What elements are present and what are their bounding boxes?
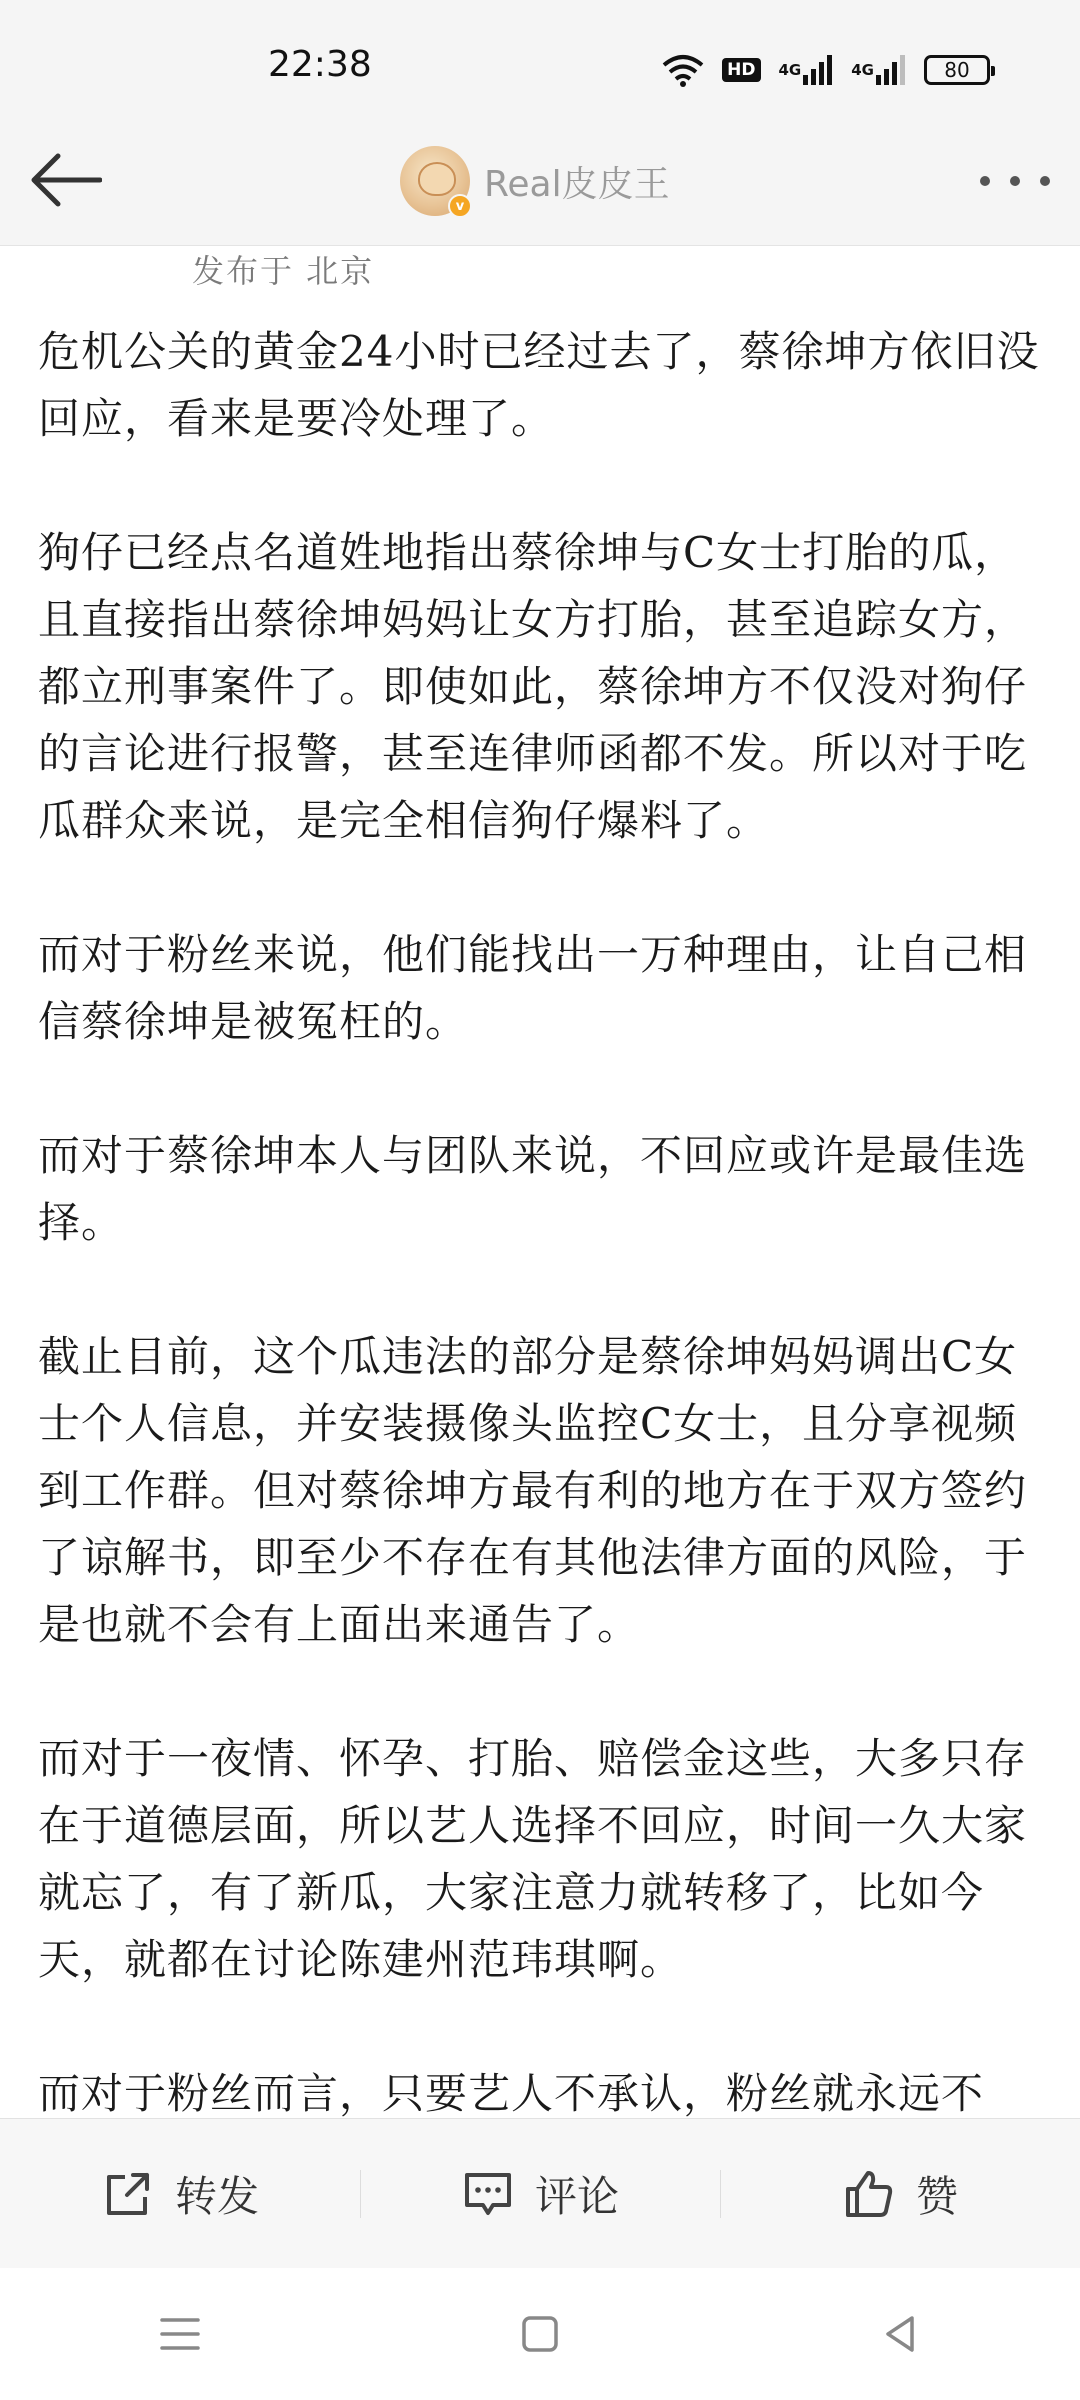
- status-time: 22:38: [268, 44, 372, 85]
- author-name[interactable]: Real皮皮王: [484, 163, 670, 205]
- more-dots-icon: [1040, 176, 1050, 186]
- publish-location: 发布于 北京: [192, 252, 375, 290]
- back-arrow-icon: [28, 150, 102, 210]
- comment-bubble-icon: [461, 2167, 515, 2221]
- share-out-icon: [101, 2167, 155, 2221]
- status-bar: [0, 0, 1080, 142]
- avatar[interactable]: [400, 146, 470, 216]
- like-label: 赞: [915, 2171, 958, 2221]
- article-paragraph: 而对于一夜情、怀孕、打胎、赔偿金这些，大多只存在于道德层面，所以艺人选择不回应，时间一久大家就忘了，有了新瓜，大家注意力就转移了，比如今天，就都在讨论陈建州范玮琪啊。: [38, 1734, 1028, 1984]
- article-paragraph: 危机公关的黄金24小时已经过去了，蔡徐坤方依旧没回应，看来是要冷处理了。: [38, 327, 1040, 443]
- article-paragraph: 而对于粉丝来说，他们能找出一万种理由，让自己相信蔡徐坤是被冤枉的。: [38, 930, 1028, 1046]
- battery-level: 80: [944, 58, 970, 82]
- like-button[interactable]: [720, 2164, 1080, 2224]
- back-nav-button[interactable]: [870, 2304, 930, 2364]
- signal-icon-1: [779, 53, 834, 87]
- more-dots-icon: [1010, 176, 1020, 186]
- article-paragraph: 而对于粉丝而言，只要艺人不承认，粉丝就永远不: [38, 2069, 985, 2118]
- action-bar: [0, 2118, 1080, 2268]
- repost-label: 转发: [174, 2171, 259, 2221]
- network-label-2: 4G: [851, 61, 874, 79]
- article-paragraph: 而对于蔡徐坤本人与团队来说，不回应或许是最佳选择。: [38, 1131, 1028, 1247]
- repost-button[interactable]: [0, 2164, 360, 2224]
- system-nav-bar: [0, 2268, 1080, 2400]
- article-body: [38, 318, 1048, 2194]
- verified-badge-icon: v: [448, 194, 472, 218]
- more-dots-icon: [980, 176, 990, 186]
- status-icons: [662, 50, 990, 90]
- home-button[interactable]: [510, 2304, 570, 2364]
- author-header[interactable]: [400, 146, 670, 216]
- hd-label: HD: [722, 58, 760, 82]
- hd-icon: [722, 53, 760, 87]
- article-paragraph: 狗仔已经点名道姓地指出蔡徐坤与C女士打胎的瓜，且直接指出蔡徐坤妈妈让女方打胎，甚至追踪女方，都立刑事案件了。即使如此，蔡徐坤方不仅没对狗仔的言论进行报警，甚至连律师函都不发。所以对于吃瓜群众来说，是完全相信狗仔爆料了。: [38, 528, 1028, 845]
- more-button[interactable]: [980, 166, 1050, 196]
- menu-lines-icon: [158, 2314, 202, 2354]
- home-square-icon: [520, 2314, 560, 2354]
- comment-label: 评论: [534, 2171, 619, 2221]
- network-label-1: 4G: [778, 61, 802, 79]
- article-paragraph: 截止目前，这个瓜违法的部分是蔡徐坤妈妈调出C女士个人信息，并安装摄像头监控C女士，且分享视频到工作群。但对蔡徐坤方最有利的地方在于双方签约了谅解书，即至少不存在有其他法律方面的风险，于是也就不会有上面出来通告了。: [38, 1332, 1028, 1649]
- wifi-icon: [662, 53, 704, 87]
- menu-button[interactable]: [150, 2304, 210, 2364]
- signal-icon-2: [851, 53, 906, 87]
- thumbs-up-icon: [842, 2167, 896, 2221]
- battery-icon: [924, 55, 990, 85]
- back-button[interactable]: [28, 150, 102, 210]
- comment-button[interactable]: [360, 2164, 720, 2224]
- back-triangle-icon: [880, 2314, 920, 2354]
